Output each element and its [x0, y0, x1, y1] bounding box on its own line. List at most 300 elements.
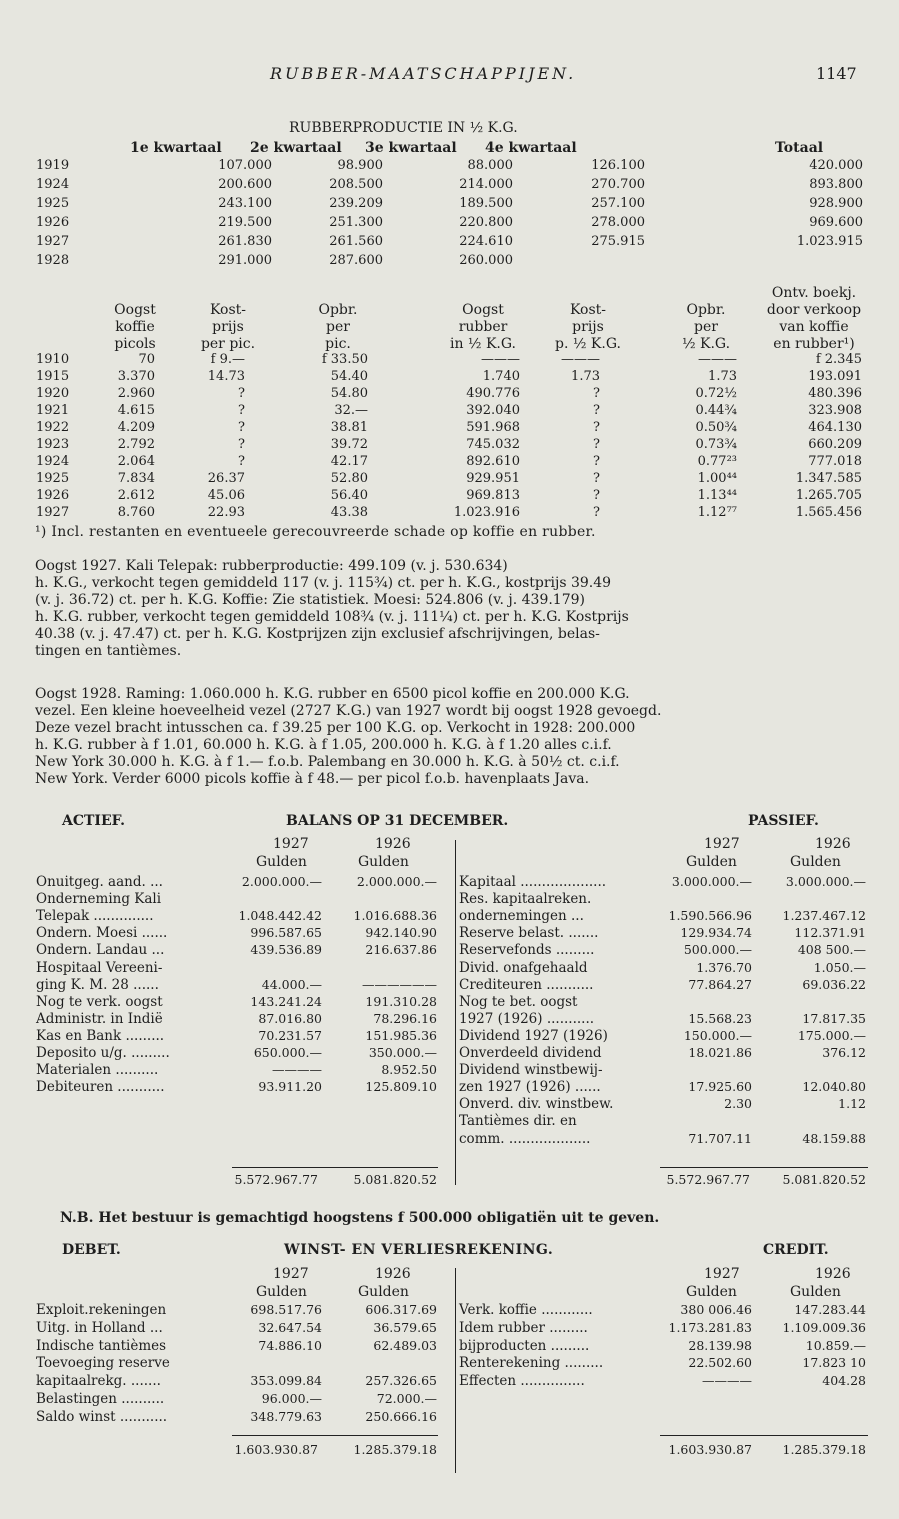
production-cell: 928.900 [809, 196, 863, 211]
passief-value-1927: 3.000.000.— [671, 874, 752, 889]
harvest-cell: 54.80 [330, 386, 368, 401]
harvest-cell: 4.209 [117, 420, 155, 435]
horizontal-rule [232, 1167, 438, 1168]
pl-credit-title: CREDIT. [763, 1242, 829, 1258]
credit-label: Effecten ............... [459, 1373, 585, 1390]
harvest-year: 1915 [36, 369, 70, 384]
production-cell: 257.100 [591, 196, 645, 211]
passief-value-1927: 77.864.27 [688, 976, 752, 992]
passief-value-1926: 408 500.— [797, 942, 866, 958]
actief-label: Materialen .......... [36, 1062, 159, 1079]
production-cell: 243.100 [218, 196, 272, 211]
production-cell: 98.900 [337, 158, 383, 173]
actief-value-1926: 350.000.— [368, 1045, 437, 1060]
harvest-cell: 0.50¾ [695, 420, 737, 435]
passief-label: Dividend winstbewij- [459, 1062, 603, 1079]
harvest-cell: 8.760 [117, 505, 155, 520]
pl-year-header: 1927 [704, 1266, 740, 1282]
harvest-cell: 591.968 [466, 420, 520, 435]
actief-label: Ondern. Moesi ...... [36, 925, 168, 942]
production-cell: 214.000 [459, 177, 513, 192]
pl-title: WINST- EN VERLIESREKENING. [284, 1242, 554, 1258]
production-cell: 969.600 [809, 215, 863, 230]
harvest-cell: 3.370 [117, 369, 155, 384]
harvest-cell: 1.023.916 [453, 505, 520, 520]
debet-value-1927: 353.099.84 [250, 1373, 322, 1389]
harvest-cell: 39.72 [330, 437, 368, 452]
credit-label: Renterekening ......... [459, 1355, 604, 1372]
passief-label: ondernemingen ... [459, 908, 584, 925]
actief-value-1926: 191.310.28 [365, 993, 437, 1009]
passief-value-1927: 1.376.70 [696, 959, 752, 975]
harvest-column-header: in ½ K.G. [449, 336, 517, 352]
passief-value-1926: 376.12 [822, 1045, 866, 1060]
paragraph-line: Oogst 1928. Raming: 1.060.000 h. K.G. rubber en 6500 picol koffie en 200.000 K.G. [35, 686, 630, 702]
actief-label: Ondern. Landau ... [36, 942, 165, 959]
harvest-cell: 1.347.585 [795, 471, 862, 486]
passief-label: Crediteuren ........... [459, 976, 594, 993]
harvest-column-header: van koffie [779, 319, 849, 335]
harvest-column-header: Ontv. boekj. [771, 285, 857, 301]
harvest-column-header: prijs [572, 319, 604, 335]
debet-label: Exploit.rekeningen [36, 1302, 167, 1318]
production-column-header: 1e kwartaal [130, 140, 222, 156]
pl-total-1926: 1.285.379.18 [353, 1442, 437, 1457]
actief-label: Nog te verk. oogst [36, 993, 163, 1010]
harvest-cell: 1.12⁷⁷ [697, 505, 737, 520]
paragraph-line: 40.38 (v. j. 47.47) ct. per h. K.G. Kostprijzen zijn exclusief afschrijvingen, belas- [35, 626, 600, 642]
harvest-cell: 7.834 [117, 471, 155, 486]
debet-label: Toevoeging reserve [36, 1355, 170, 1372]
harvest-cell: 2.960 [117, 386, 155, 401]
balance-currency-header: Gulden [790, 854, 841, 870]
harvest-cell: 969.813 [466, 488, 520, 503]
passief-label: Dividend 1927 (1926) [459, 1027, 608, 1044]
actief-value-1926: 942.140.90 [365, 925, 437, 941]
harvest-cell: ——— [698, 352, 737, 367]
pl-year-header: 1927 [273, 1266, 309, 1282]
passief-value-1927: 71.707.11 [688, 1130, 752, 1146]
harvest-cell: 1.565.456 [795, 505, 862, 520]
credit-value-1927: 1.173.281.83 [668, 1319, 752, 1335]
harvest-cell: 0.72½ [695, 386, 737, 401]
production-column-header: 2e kwartaal [250, 140, 342, 156]
actief-label: Onuitgeg. aand. ... [36, 874, 163, 890]
balance-year-header: 1926 [815, 836, 851, 852]
pl-total-1926: 1.285.379.18 [782, 1442, 866, 1457]
harvest-cell: 929.951 [466, 471, 520, 486]
actief-label: ging K. M. 28 ...... [36, 976, 159, 993]
pl-currency-header: Gulden [358, 1284, 409, 1300]
balance-total-1927: 5.572.967.77 [666, 1172, 750, 1187]
debet-value-1926: 257.326.65 [365, 1373, 437, 1389]
passief-value-1927: 18.021.86 [688, 1045, 752, 1060]
production-cell: 220.800 [459, 215, 513, 230]
passief-label: comm. ................... [459, 1130, 591, 1147]
production-cell: 251.300 [329, 215, 383, 230]
production-cell: 275.915 [591, 234, 645, 249]
passief-value-1927: 15.568.23 [688, 1010, 752, 1026]
pl-total-1927: 1.603.930.87 [668, 1442, 752, 1457]
balance-title: BALANS OP 31 DECEMBER. [286, 813, 509, 829]
debet-label: Uitg. in Holland ... [36, 1319, 163, 1336]
harvest-cell: 892.610 [466, 454, 520, 469]
harvest-cell: 52.80 [330, 471, 368, 486]
harvest-cell: 745.032 [466, 437, 520, 452]
paragraph-line: New York. Verder 6000 picols koffie à f 48.— per picol f.o.b. havenplaats Java. [35, 771, 590, 787]
paragraph-line: Oogst 1927. Kali Telepak: rubberproductie: 499.109 (v. j. 530.634) [35, 558, 508, 574]
balance-currency-header: Gulden [686, 854, 737, 870]
harvest-cell: 1.73 [571, 369, 600, 384]
production-cell: 270.700 [591, 177, 645, 192]
harvest-footnote: ¹) Incl. restanten en eventueele gerecouvreerde schade op koffie en rubber. [35, 524, 596, 540]
actief-value-1927: ———— [272, 1062, 322, 1078]
harvest-cell: ? [593, 471, 600, 486]
harvest-column-header: Oogst [462, 302, 504, 318]
paragraph-line: h. K.G. rubber, verkocht tegen gemiddeld 108¾ (v. j. 111¼) ct. per h. K.G. Kostprijs [35, 609, 629, 625]
harvest-cell: ? [593, 488, 600, 503]
debet-value-1926: 72.000.— [376, 1391, 437, 1406]
harvest-cell: 392.040 [466, 403, 520, 418]
debet-value-1926: 250.666.16 [365, 1408, 437, 1424]
harvest-column-header: p. ½ K.G. [555, 336, 621, 352]
credit-label: Verk. koffie ............ [459, 1302, 593, 1318]
production-cell: 261.560 [329, 234, 383, 249]
actief-label: Administr. in Indië [36, 1010, 163, 1027]
harvest-cell: 56.40 [330, 488, 368, 503]
harvest-cell: 0.44¾ [695, 403, 737, 418]
harvest-cell: 323.908 [808, 403, 862, 418]
harvest-cell: ——— [481, 352, 520, 367]
credit-value-1927: 380 006.46 [680, 1302, 752, 1317]
harvest-cell: 464.130 [808, 420, 862, 435]
harvest-year: 1910 [36, 352, 70, 367]
production-year: 1927 [36, 234, 70, 249]
harvest-column-header: Opbr. [686, 302, 726, 318]
production-cell: 189.500 [459, 196, 513, 211]
production-cell: 239.209 [329, 196, 383, 211]
credit-value-1927: 22.502.60 [688, 1355, 752, 1371]
harvest-cell: ? [593, 505, 600, 520]
passief-value-1927: 1.590.566.96 [668, 908, 752, 924]
actief-label: Hospitaal Vereeni- [36, 959, 163, 976]
credit-value-1926: 147.283.44 [794, 1302, 866, 1317]
harvest-cell: ——— [561, 352, 600, 367]
harvest-cell: 14.73 [207, 369, 245, 384]
debet-label: Belastingen .......... [36, 1391, 165, 1407]
harvest-cell: 660.209 [808, 437, 862, 452]
balance-total-1927: 5.572.967.77 [234, 1172, 318, 1187]
harvest-cell: f 33.50 [321, 352, 368, 367]
debet-value-1926: 62.489.03 [373, 1337, 437, 1353]
actief-value-1927: 650.000.— [253, 1045, 322, 1060]
harvest-column-header: per [694, 319, 718, 335]
passief-value-1926: 12.040.80 [802, 1079, 866, 1095]
harvest-cell: 490.776 [466, 386, 520, 401]
pl-total-1927: 1.603.930.87 [234, 1442, 318, 1457]
harvest-column-header: koffie [115, 319, 155, 335]
board-note: N.B. Het bestuur is gemachtigd hoogstens f 500.000 obligatiën uit te geven. [60, 1210, 660, 1226]
actief-value-1926: —————— [362, 976, 437, 992]
pl-currency-header: Gulden [790, 1284, 841, 1300]
actief-value-1927: 93.911.20 [258, 1079, 322, 1095]
passief-value-1927: 17.925.60 [688, 1079, 752, 1095]
passief-value-1926: 1.050.— [813, 959, 866, 975]
production-year: 1924 [36, 177, 70, 192]
harvest-cell: ? [593, 437, 600, 452]
harvest-cell: ? [593, 420, 600, 435]
harvest-cell: f 2.345 [815, 352, 862, 367]
harvest-cell: 4.615 [117, 403, 155, 418]
vertical-rule [455, 840, 456, 1185]
production-cell: 200.600 [218, 177, 272, 192]
production-cell: 1.023.915 [796, 234, 863, 249]
passief-label: Nog te bet. oogst [459, 993, 578, 1010]
credit-value-1927: ———— [702, 1373, 752, 1389]
page-number: 1147 [816, 64, 857, 83]
horizontal-rule [660, 1435, 868, 1436]
balance-actief-title: ACTIEF. [62, 813, 126, 829]
balance-total-1926: 5.081.820.52 [353, 1172, 437, 1187]
production-year: 1928 [36, 253, 70, 268]
harvest-column-header: Opbr. [318, 302, 358, 318]
horizontal-rule [660, 1167, 868, 1168]
harvest-cell: 0.73¾ [695, 437, 737, 452]
harvest-cell: 480.396 [808, 386, 862, 401]
harvest-cell: 45.06 [207, 488, 245, 503]
harvest-cell: 2.064 [117, 454, 155, 469]
actief-value-1926: 2.000.000.— [356, 874, 437, 889]
debet-value-1927: 74.886.10 [258, 1337, 322, 1353]
harvest-column-header: en rubber¹) [773, 336, 855, 352]
actief-label: Deposito u/g. ......... [36, 1045, 170, 1061]
actief-value-1927: 996.587.65 [250, 925, 322, 941]
credit-label: Idem rubber ......... [459, 1319, 588, 1336]
pl-debet-title: DEBET. [62, 1242, 121, 1258]
credit-value-1926: 1.109.009.36 [782, 1319, 866, 1335]
paragraph-oogst-1927 [35, 558, 873, 660]
harvest-column-header: pic. [325, 336, 351, 352]
production-column-header: 4e kwartaal [485, 140, 577, 156]
passief-value-1926: 1.237.467.12 [782, 908, 866, 924]
credit-label: bijproducten ......... [459, 1337, 590, 1354]
harvest-cell: 1.00⁴⁴ [697, 471, 737, 486]
passief-value-1926: 69.036.22 [802, 976, 866, 992]
production-cell: 107.000 [218, 158, 272, 173]
harvest-cell: 54.40 [330, 369, 368, 384]
passief-value-1926: 175.000.— [797, 1027, 866, 1043]
credit-value-1927: 28.139.98 [688, 1337, 752, 1353]
harvest-column-header: Kost- [569, 302, 607, 318]
harvest-cell: 22.93 [207, 505, 245, 520]
harvest-cell: ? [593, 454, 600, 469]
pl-currency-header: Gulden [256, 1284, 307, 1300]
harvest-cell: ? [238, 454, 245, 469]
balance-year-header: 1927 [704, 836, 740, 852]
production-cell: 291.000 [218, 253, 272, 268]
paragraph-line: h. K.G. rubber à f 1.01, 60.000 h. K.G. à f 1.05, 200.000 h. K.G. à f 1.20 alles c.i.f. [35, 737, 612, 753]
passief-value-1926: 1.12 [838, 1096, 866, 1112]
actief-value-1927: 44.000.— [261, 976, 322, 992]
passief-value-1926: 17.817.35 [802, 1010, 866, 1026]
harvest-column-header: rubber [458, 319, 508, 335]
harvest-year: 1926 [36, 488, 70, 503]
passief-value-1927: 129.934.74 [680, 925, 752, 941]
passief-label: zen 1927 (1926) ...... [459, 1079, 601, 1096]
production-year: 1926 [36, 215, 70, 230]
harvest-column-header: Oogst [114, 302, 156, 318]
debet-value-1927: 96.000.— [261, 1391, 322, 1406]
harvest-cell: 43.38 [330, 505, 368, 520]
passief-label: Reserve belast. ....... [459, 925, 599, 942]
passief-label: Reservefonds ......... [459, 942, 595, 959]
passief-label: Tantièmes dir. en [459, 1113, 577, 1130]
credit-value-1926: 10.859.— [805, 1337, 866, 1353]
actief-value-1926: 125.809.10 [365, 1079, 437, 1095]
harvest-cell: 193.091 [808, 369, 862, 384]
harvest-column-header: door verkoop [766, 302, 862, 318]
debet-value-1927: 32.647.54 [258, 1319, 322, 1335]
paragraph-line: h. K.G., verkocht tegen gemiddeld 117 (v. j. 115¾) ct. per h. K.G., kostprijs 39.49 [35, 575, 612, 591]
harvest-cell: 70 [138, 352, 155, 367]
paragraph-line: New York 30.000 h. K.G. à f 1.— f.o.b. Palembang en 30.000 h. K.G. à 50½ ct. c.i.f. [35, 754, 620, 770]
production-column-header: 3e kwartaal [365, 140, 457, 156]
harvest-column-header: picols [114, 336, 156, 352]
paragraph-oogst-1928 [35, 686, 873, 788]
pl-year-header: 1926 [815, 1266, 851, 1282]
pl-currency-header: Gulden [686, 1284, 737, 1300]
debet-label: kapitaalrekg. ....... [36, 1373, 161, 1390]
debet-value-1927: 348.779.63 [250, 1408, 322, 1424]
production-cell: 224.610 [459, 234, 513, 249]
passief-label: 1927 (1926) ........... [459, 1010, 595, 1027]
harvest-cell: 2.792 [117, 437, 155, 452]
harvest-cell: 38.81 [330, 420, 368, 435]
passief-label: Divid. onafgehaald [459, 959, 588, 976]
actief-label: Kas en Bank ......... [36, 1027, 165, 1044]
production-year: 1919 [36, 158, 70, 173]
harvest-cell: 777.018 [808, 454, 862, 469]
harvest-year: 1924 [36, 454, 70, 469]
actief-label: Debiteuren ........... [36, 1079, 165, 1096]
production-cell: 260.000 [459, 253, 513, 268]
harvest-cell: 0.77²³ [697, 454, 737, 469]
passief-label: Kapitaal .................... [459, 874, 607, 890]
credit-value-1926: 404.28 [822, 1373, 866, 1389]
horizontal-rule [232, 1435, 438, 1436]
paragraph-line: Deze vezel bracht intusschen ca. f 39.25 per 100 K.G. op. Verkocht in 1928: 200.000 [35, 720, 636, 736]
harvest-cell: ? [238, 403, 245, 418]
passief-value-1927: 500.000.— [683, 942, 752, 958]
production-cell: 88.000 [467, 158, 513, 173]
actief-value-1926: 78.296.16 [373, 1010, 437, 1026]
harvest-year: 1925 [36, 471, 70, 486]
harvest-cell: 1.740 [482, 369, 520, 384]
production-cell: 208.500 [329, 177, 383, 192]
paragraph-line: vezel. Een kleine hoeveelheid vezel (2727 K.G.) van 1927 wordt bij oogst 1928 gevoegd. [35, 703, 662, 719]
production-year: 1925 [36, 196, 70, 211]
production-cell: 126.100 [591, 158, 645, 173]
production-cell: 278.000 [591, 215, 645, 230]
harvest-cell: ? [238, 420, 245, 435]
passief-value-1927: 150.000.— [683, 1027, 752, 1043]
production-cell: 420.000 [809, 158, 863, 173]
credit-value-1926: 17.823 10 [802, 1355, 866, 1371]
actief-value-1926: 151.985.36 [365, 1027, 437, 1043]
harvest-year: 1921 [36, 403, 70, 418]
actief-label: Telepak .............. [36, 908, 154, 925]
production-cell: 287.600 [329, 253, 383, 268]
pl-year-header: 1926 [375, 1266, 411, 1282]
harvest-cell: 1.73 [708, 369, 737, 384]
harvest-cell: 26.37 [207, 471, 245, 486]
actief-label: Onderneming Kali [36, 891, 162, 908]
harvest-cell: f 9.— [210, 352, 245, 367]
harvest-column-header: ½ K.G. [681, 336, 731, 352]
harvest-year: 1923 [36, 437, 70, 452]
vertical-rule [455, 1268, 456, 1473]
debet-value-1926: 36.579.65 [373, 1319, 437, 1335]
passief-value-1926: 48.159.88 [802, 1130, 866, 1146]
harvest-cell: ? [593, 403, 600, 418]
harvest-cell: ? [238, 437, 245, 452]
balance-currency-header: Gulden [256, 854, 307, 870]
passief-value-1926: 112.371.91 [794, 925, 866, 941]
passief-value-1926: 3.000.000.— [785, 874, 866, 889]
balance-year-header: 1926 [375, 836, 411, 852]
balance-passief-title: PASSIEF. [748, 813, 819, 829]
production-column-header: Totaal [775, 140, 824, 156]
debet-label: Indische tantièmes [36, 1337, 167, 1354]
harvest-year: 1920 [36, 386, 70, 401]
harvest-cell: 1.265.705 [795, 488, 862, 503]
passief-label: Onverd. div. winstbew. [459, 1096, 614, 1113]
harvest-column-header: Kost- [209, 302, 247, 318]
actief-value-1927: 87.016.80 [258, 1010, 322, 1026]
harvest-year: 1927 [36, 505, 70, 520]
debet-label: Saldo winst ........... [36, 1408, 168, 1425]
harvest-year: 1922 [36, 420, 70, 435]
paragraph-line: (v. j. 36.72) ct. per h. K.G. Koffie: Zie statistiek. Moesi: 524.806 (v. j. 439.179) [35, 592, 585, 608]
balance-year-header: 1927 [273, 836, 309, 852]
actief-value-1926: 1.016.688.36 [353, 908, 437, 924]
actief-value-1927: 2.000.000.— [241, 874, 322, 889]
actief-value-1927: 143.241.24 [250, 993, 322, 1009]
harvest-column-header: prijs [212, 319, 244, 335]
production-title: RUBBERPRODUCTIE IN ½ K.G. [289, 120, 518, 136]
balance-currency-header: Gulden [358, 854, 409, 870]
harvest-cell: 42.17 [330, 454, 368, 469]
passief-label: Onverdeeld dividend [459, 1045, 602, 1061]
debet-value-1927: 698.517.76 [250, 1302, 322, 1317]
passief-label: Res. kapitaalreken. [459, 891, 592, 908]
running-title: RUBBER-MAATSCHAPPIJEN. [270, 64, 577, 83]
harvest-column-header: per pic. [200, 336, 256, 352]
production-cell: 261.830 [218, 234, 272, 249]
production-cell: 893.800 [809, 177, 863, 192]
balance-total-1926: 5.081.820.52 [782, 1172, 866, 1187]
actief-value-1926: 8.952.50 [381, 1062, 437, 1078]
paragraph-line: tingen en tantièmes. [35, 643, 182, 659]
harvest-cell: 2.612 [117, 488, 155, 503]
harvest-cell: ? [238, 386, 245, 401]
actief-value-1927: 439.536.89 [250, 942, 322, 958]
harvest-cell: 32.— [334, 403, 368, 418]
harvest-cell: 1.13⁴⁴ [697, 488, 737, 503]
harvest-column-header: per [326, 319, 350, 335]
harvest-cell: ? [593, 386, 600, 401]
production-cell: 219.500 [218, 215, 272, 230]
